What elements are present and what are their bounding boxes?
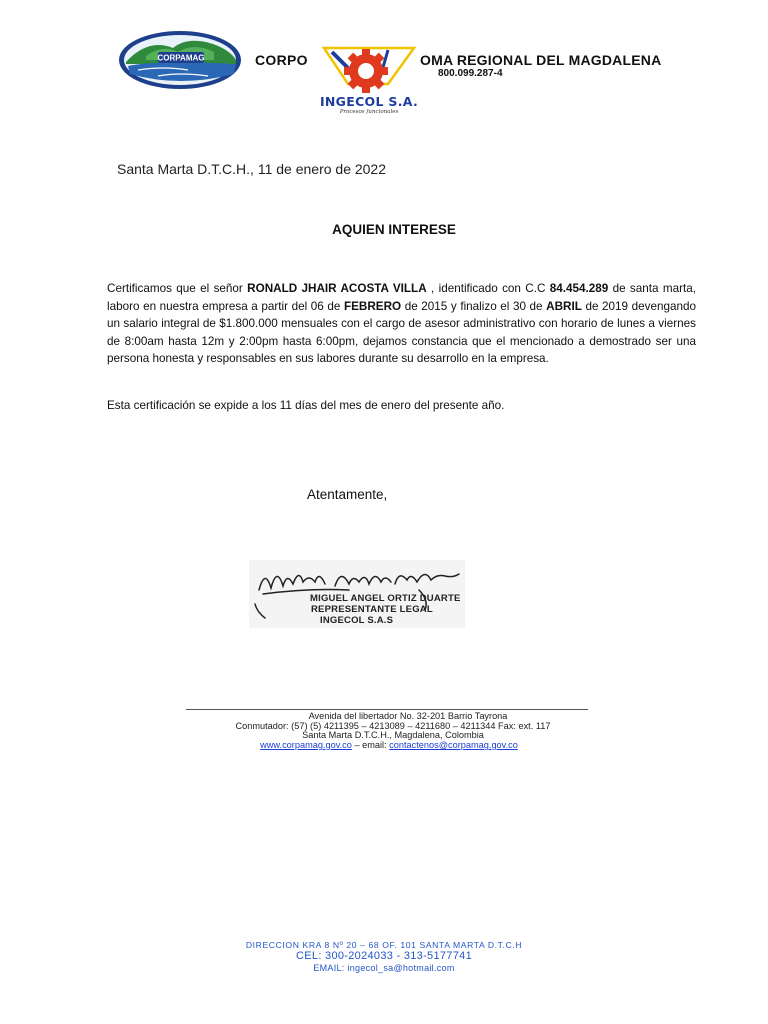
corpamag-logo [118,30,242,90]
expedition-statement: Esta certificación se expide a los 11 días del mes de enero del presente año. [107,399,505,412]
footer-web-line [0,740,768,750]
start-month: FEBRERO [343,299,402,313]
email-link[interactable]: contactenos@corpamag.gov.co [389,740,518,750]
signer-name: MIGUEL ANGEL ORTIZ DUARTE [310,593,461,604]
certification-paragraph [107,280,696,368]
document-title: AQUIEN INTERESE [332,222,456,237]
institution-name-right: OMA REGIONAL DEL MAGDALENA [420,52,662,68]
company-address: DIRECCION KRA 8 Nº 20 – 68 OF. 101 SANTA MARTA D.T.C.H [245,940,523,950]
signer-company: INGECOL S.A.S [320,615,394,626]
ingecol-name: INGECOL S.A. [319,94,419,109]
company-email: EMAIL: ingecol_sa@hotmail.com [313,963,455,973]
email-label: – email: [351,740,390,750]
company-phone: CEL: 300-2024033 - 313-5177741 [296,950,472,962]
id-number: 84.454.289 [549,282,609,295]
para-text-3: de santa marta, laboro en nuestra empresa a partir del 06 de [107,282,696,313]
closing: Atentamente, [307,487,388,502]
end-month: ABRIL [546,299,582,313]
place-date: Santa Marta D.T.C.H., 11 de enero de 2022 [117,161,387,177]
para-text-5: de 2019 devengando un salario integral de $1.800.000 mensuales con el cargo de asesor administrativo con horario de lunes a viernes de 8:00am hasta 12m y 2:00pm hasta 6:00pm, dejamos constancia que el mencionado a demostrado ser una persona honesta y responsables en sus labores durante su desarrollo en la empresa. [107,299,696,366]
footer-phones: Conmutador: (57) (5) 4211395 – 4213089 – 4211680 – 4211344 Fax: ext. 117 [235,721,551,731]
signer-role: REPRESENTANTE LEGAL [311,604,433,615]
institution-name-left: CORPO [255,52,308,68]
footer-city: Santa Marta D.T.C.H., Magdalena, Colombia [302,730,484,740]
website-link[interactable]: www.corpamag.gov.co [260,740,352,750]
footer-divider [186,709,588,710]
ingecol-slogan: Procesos funcionales [339,109,399,115]
footer-address: Avenida del libertador No. 32-201 Barrio Tayrona [308,711,508,721]
corpamag-logo-text: CORPAMAG [157,53,205,63]
para-text-4: de 2015 y finalizo el 30 de [401,299,547,313]
employee-name: RONALD JHAIR ACOSTA VILLA [247,282,427,295]
para-text-2: , identificado con C.C [426,282,550,295]
institution-nit: 800.099.287-4 [438,68,503,79]
para-text-1: Certificamos que el señor [107,282,248,295]
